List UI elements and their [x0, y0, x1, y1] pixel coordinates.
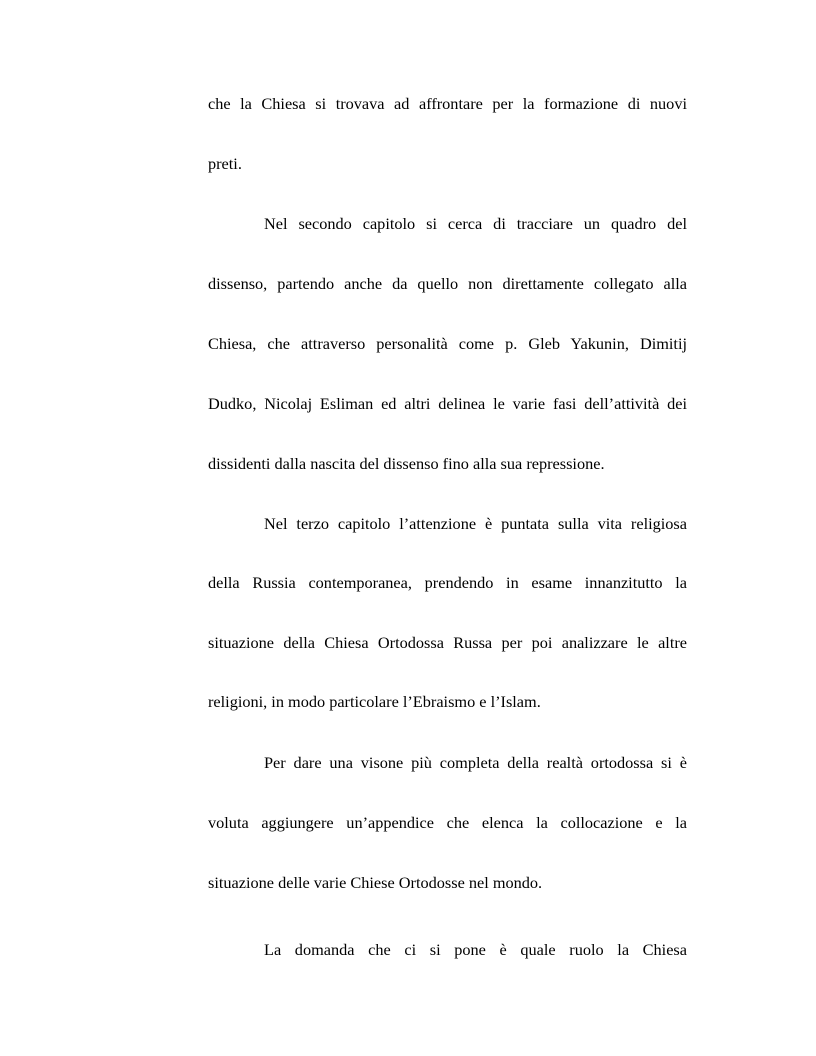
text-line: dissenso, partendo anche da quello non direttamente collegato alla [208, 274, 687, 293]
paragraph-first-line: La domanda che ci si pone è quale ruolo la Chiesa [264, 940, 687, 959]
text-line: della Russia contemporanea, prendendo in esame innanzitutto la [208, 573, 687, 592]
paragraph-first-line: Nel terzo capitolo l’attenzione è puntata sulla vita religiosa [264, 514, 687, 533]
text-line: situazione delle varie Chiese Ortodosse nel mondo. [208, 873, 543, 892]
text-line: che la Chiesa si trovava ad affrontare per la formazione di nuovi [208, 94, 687, 113]
text-line: voluta aggiungere un’appendice che elenca la collocazione e la [208, 813, 687, 832]
text-line: religioni, in modo particolare l’Ebraismo e l’Islam. [208, 692, 541, 711]
text-line: Chiesa, che attraverso personalità come p. Gleb Yakunin, Dimitij [208, 334, 687, 353]
paragraph-first-line: Nel secondo capitolo si cerca di tracciare un quadro del [264, 214, 687, 233]
text-line: Dudko, Nicolaj Esliman ed altri delinea le varie fasi dell’attività dei [208, 394, 687, 413]
paragraph-first-line: Per dare una visone più completa della realtà ortodossa si è [264, 753, 687, 772]
text-line: preti. [208, 154, 242, 173]
text-line: situazione della Chiesa Ortodossa Russa per poi analizzare le altre [208, 633, 687, 652]
text-line: dissidenti dalla nascita del dissenso fino alla sua repressione. [208, 454, 605, 473]
